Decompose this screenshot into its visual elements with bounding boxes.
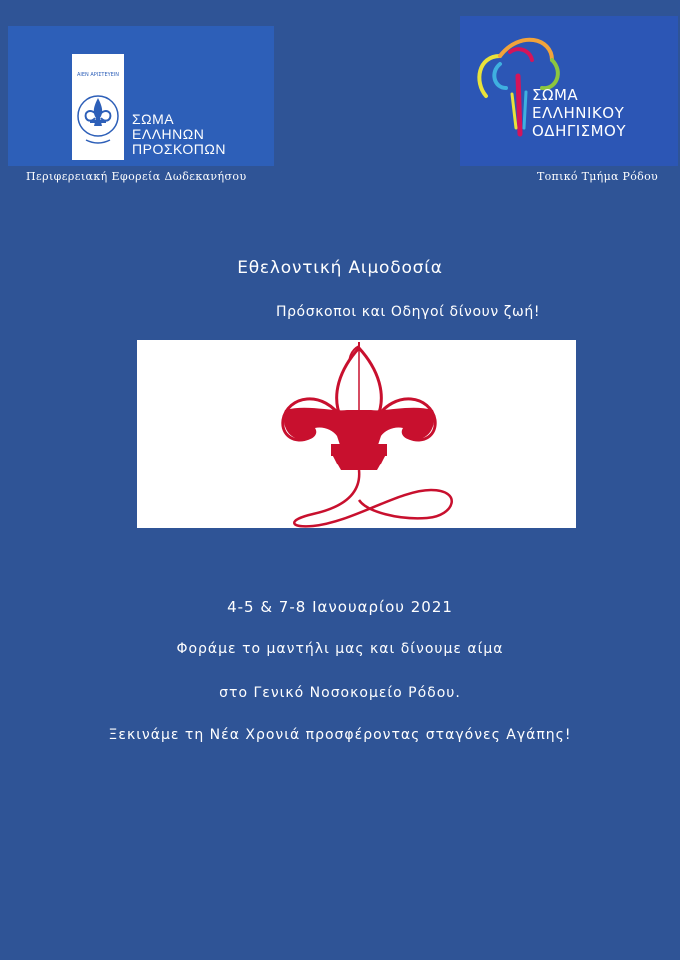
guides-name: ΣΩΜΑ ΕΛΛΗΝΙΚΟΥ ΟΔΗΓΙΣΜΟΥ [532, 86, 627, 140]
fleur-de-lis-emblem-icon [72, 54, 124, 160]
page-title: Εθελοντική Αιμοδοσία [237, 258, 443, 278]
subtitle: Πρόσκοποι και Οδηγοί δίνουν ζωή! [275, 304, 541, 320]
guides-logo [460, 16, 678, 166]
guides-caption: Τοπικό Τμήμα Ρόδου [537, 170, 659, 183]
event-dates: 4-5 & 7-8 Ιανουαρίου 2021 [227, 598, 453, 616]
scouts-logo [8, 26, 274, 166]
svg-text:ΑΙΕΝ ΑΡΙΣΤΕΥΕΙΝ: ΑΙΕΝ ΑΡΙΣΤΕΥΕΙΝ [76, 72, 120, 78]
message-line-2: στο Γενικό Νοσοκομείο Ρόδου. [219, 685, 461, 701]
blood-fleur-de-lis-icon [137, 340, 576, 528]
message-line-3: Ξεκινάμε τη Νέα Χρονιά προσφέροντας σταγόνες Αγάπης! [108, 727, 572, 743]
message-line-1: Φοράμε το μαντήλι μας και δίνουμε αίμα [176, 641, 504, 657]
blood-donation-banner [137, 340, 576, 528]
scouts-caption: Περιφερειακή Εφορεία Δωδεκανήσου [26, 170, 247, 183]
scouts-name: ΣΩΜΑ ΕΛΛΗΝΩΝ ΠΡΟΣΚΟΠΩΝ [132, 111, 226, 157]
